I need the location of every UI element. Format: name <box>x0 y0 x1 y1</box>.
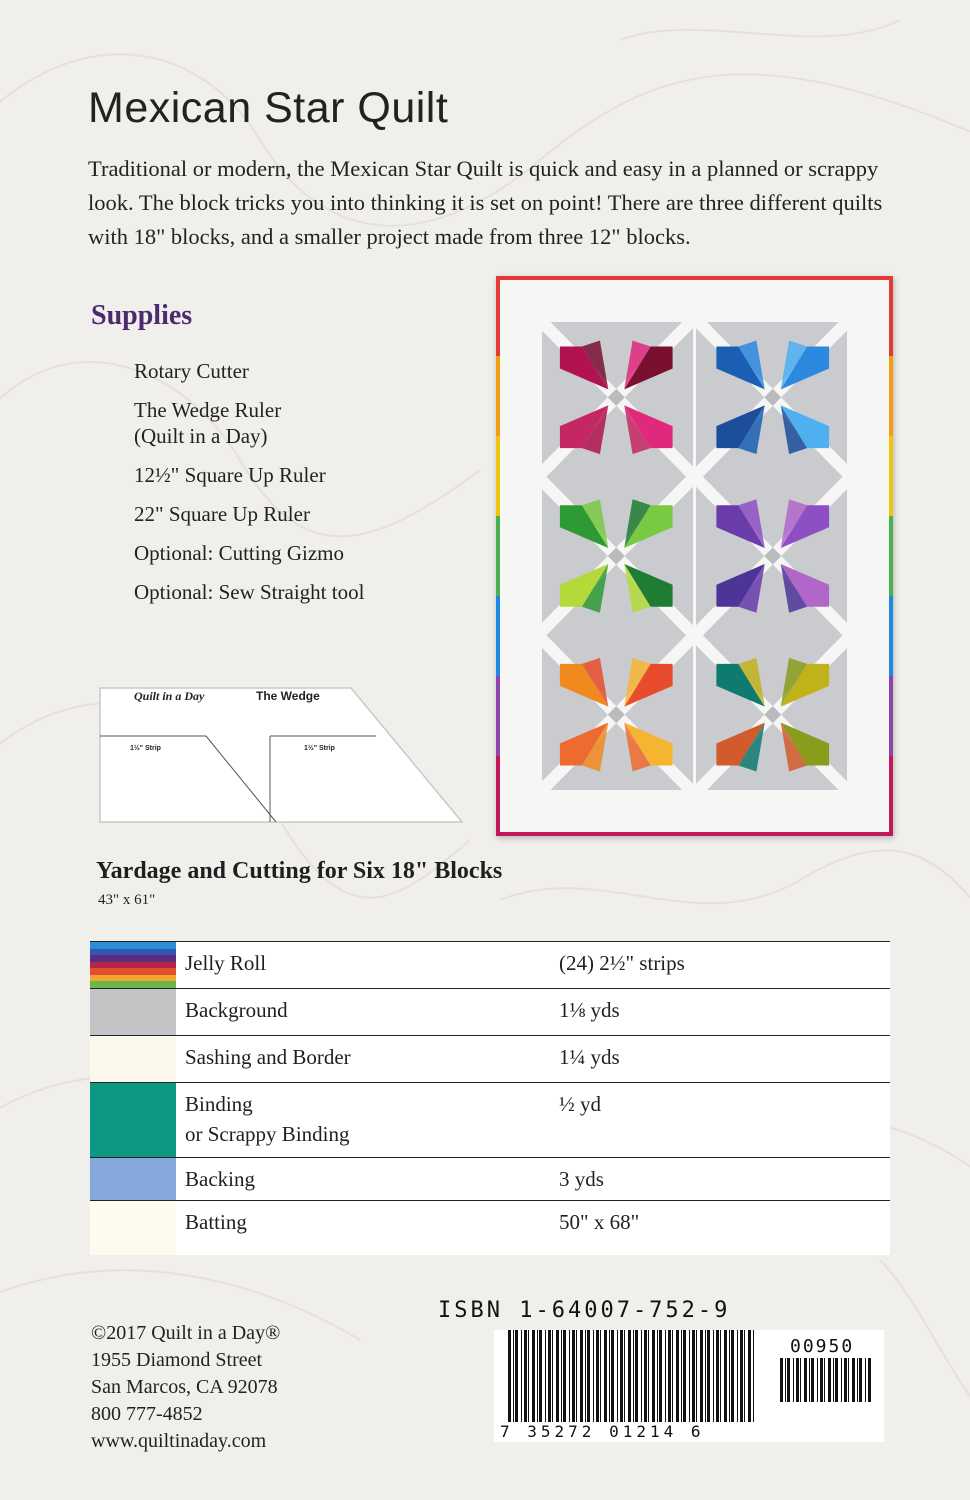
barcode-bar <box>668 1330 671 1422</box>
barcode-bar <box>665 1330 666 1422</box>
ruler-strip-right-label: 1½" Strip <box>304 745 335 752</box>
barcode-bar <box>569 1330 570 1422</box>
table-row <box>90 989 890 1036</box>
barcode-bar <box>657 1330 658 1422</box>
barcode-bar <box>720 1330 721 1422</box>
wedge-ruler-image <box>96 684 466 826</box>
binding-swatch <box>90 1083 176 1157</box>
barcode-bar <box>724 1330 727 1422</box>
jelly-roll-swatch <box>90 942 176 988</box>
item-name: Jelly Roll <box>185 951 267 975</box>
barcode-bar <box>552 1330 553 1422</box>
barcode-bar <box>716 1330 719 1422</box>
item-name: Batting <box>185 1210 247 1234</box>
barcode-bar <box>521 1330 522 1422</box>
item-quantity: 1¼ yds <box>559 1045 620 1069</box>
barcode-bar <box>528 1330 529 1422</box>
sashing-swatch <box>90 1036 176 1082</box>
barcode-bar <box>537 1330 538 1422</box>
barcode-bar <box>692 1330 695 1422</box>
barcode-bar <box>659 1330 662 1422</box>
barcode-bar <box>672 1330 673 1422</box>
barcode-bar <box>676 1330 679 1422</box>
barcode-bar <box>548 1330 551 1422</box>
barcode-bar <box>604 1330 607 1422</box>
barcode-bar <box>515 1330 518 1422</box>
barcode-bar <box>648 1330 649 1422</box>
supply-item: The Wedge Ruler (Quilt in a Day) <box>134 398 282 448</box>
barcode-bar <box>641 1330 642 1422</box>
barcode-bar <box>713 1330 714 1422</box>
jelly-stripe <box>90 981 176 988</box>
quilt-photo <box>496 276 893 836</box>
barcode-bar <box>644 1330 647 1422</box>
barcode-bar <box>628 1330 631 1422</box>
backing-swatch <box>90 1158 176 1200</box>
website-link[interactable]: www.quiltinaday.com <box>91 1430 267 1452</box>
barcode-bar <box>611 1330 614 1422</box>
batting-swatch <box>90 1201 176 1255</box>
item-quantity: (24) 2½" strips <box>559 951 685 975</box>
barcode-bar <box>705 1330 706 1422</box>
barcode-bar <box>572 1330 575 1422</box>
barcode-bar <box>600 1330 601 1422</box>
barcode-digits: 7 35272 01214 6 <box>500 1422 705 1441</box>
barcode-bar <box>729 1330 730 1422</box>
barcode-bar <box>753 1330 754 1422</box>
item-name: Binding or Scrappy Binding <box>185 1092 350 1146</box>
barcode-bar <box>707 1330 710 1422</box>
ruler-strip-left-label: 1½" Strip <box>130 745 161 752</box>
supply-item: 22" Square Up Ruler <box>134 502 310 526</box>
item-name: Sashing and Border <box>185 1045 351 1069</box>
barcode-bar <box>513 1330 514 1422</box>
jelly-stripe <box>90 968 176 975</box>
supply-item: Optional: Cutting Gizmo <box>134 541 344 565</box>
barcode-bar <box>731 1330 734 1422</box>
supplies-heading: Supplies <box>91 300 193 331</box>
jelly-stripe <box>90 942 176 949</box>
barcode-bar <box>563 1330 566 1422</box>
price-code: 00950 <box>790 1336 855 1357</box>
barcode-bar <box>700 1330 703 1422</box>
barcode-bar <box>587 1330 590 1422</box>
publisher-address <box>91 1320 280 1455</box>
barcode-bar <box>617 1330 618 1422</box>
phone-line: 800 777-4852 <box>91 1403 203 1425</box>
yardage-heading: Yardage and Cutting for Six 18" Blocks <box>96 858 503 884</box>
isbn-label: ISBN 1-64007-752-9 <box>438 1298 731 1323</box>
table-row <box>90 942 890 989</box>
barcode-bar <box>620 1330 623 1422</box>
jelly-stripe <box>90 962 176 969</box>
yardage-table <box>90 941 890 1255</box>
supply-item: 12½" Square Up Ruler <box>134 463 326 487</box>
barcode-bar <box>737 1330 738 1422</box>
barcode-bar <box>633 1330 634 1422</box>
jelly-stripe <box>90 975 176 982</box>
barcode-bar <box>681 1330 682 1422</box>
jelly-stripe <box>90 955 176 962</box>
barcode-bar <box>576 1330 577 1422</box>
barcode-bar <box>652 1330 655 1422</box>
ruler-name-label: The Wedge <box>256 689 320 703</box>
item-name: Background <box>185 998 288 1022</box>
intro-paragraph: Traditional or modern, the Mexican Star Quilt is quick and easy in a planned or scrappy look. The block tricks you into thinking it is set on point! There are three different quilts with 18" blocks, and a smaller project made from three 12" blocks. <box>88 156 883 249</box>
table-row <box>90 1158 890 1201</box>
city-line: San Marcos, CA 92078 <box>91 1376 278 1398</box>
barcode-bar <box>545 1330 546 1422</box>
barcode-bar <box>683 1330 686 1422</box>
supply-item: Rotary Cutter <box>134 359 249 383</box>
barcode-bar <box>689 1330 690 1422</box>
item-quantity: ½ yd <box>559 1092 601 1116</box>
table-row <box>90 1083 890 1158</box>
table-row <box>90 1036 890 1083</box>
barcode-bar <box>561 1330 562 1422</box>
jelly-stripe <box>90 949 176 956</box>
page-title: Mexican Star Quilt <box>88 84 449 132</box>
barcode-bar <box>532 1330 535 1422</box>
barcode-bar <box>635 1330 638 1422</box>
barcode-bar <box>609 1330 610 1422</box>
barcode-bar <box>556 1330 559 1422</box>
supply-item: Optional: Sew Straight tool <box>134 580 365 604</box>
barcode-bar <box>624 1330 625 1422</box>
barcode-bar <box>744 1330 745 1422</box>
barcode-bar <box>508 1330 511 1422</box>
barcode-bar <box>585 1330 586 1422</box>
item-quantity: 1⅛ yds <box>559 998 620 1022</box>
barcode-bar <box>596 1330 599 1422</box>
item-quantity: 50" x 68" <box>559 1210 640 1234</box>
quilt-size: 43" x 61" <box>98 892 156 908</box>
barcode-bar <box>748 1330 751 1422</box>
item-quantity: 3 yds <box>559 1167 604 1191</box>
ruler-brand-label: Quilt in a Day <box>134 689 205 703</box>
item-name: Backing <box>185 1167 255 1191</box>
barcode-bar <box>580 1330 583 1422</box>
barcode-bar <box>539 1330 542 1422</box>
copyright-line: ©2017 Quilt in a Day® <box>91 1322 281 1344</box>
table-row <box>90 1201 890 1255</box>
barcode-bar <box>740 1330 743 1422</box>
barcode-bar <box>696 1330 697 1422</box>
street-line: 1955 Diamond Street <box>91 1349 263 1371</box>
barcode-bar <box>524 1330 527 1422</box>
supplies-list <box>134 358 464 618</box>
background-swatch <box>90 989 176 1035</box>
barcode-bar <box>593 1330 594 1422</box>
